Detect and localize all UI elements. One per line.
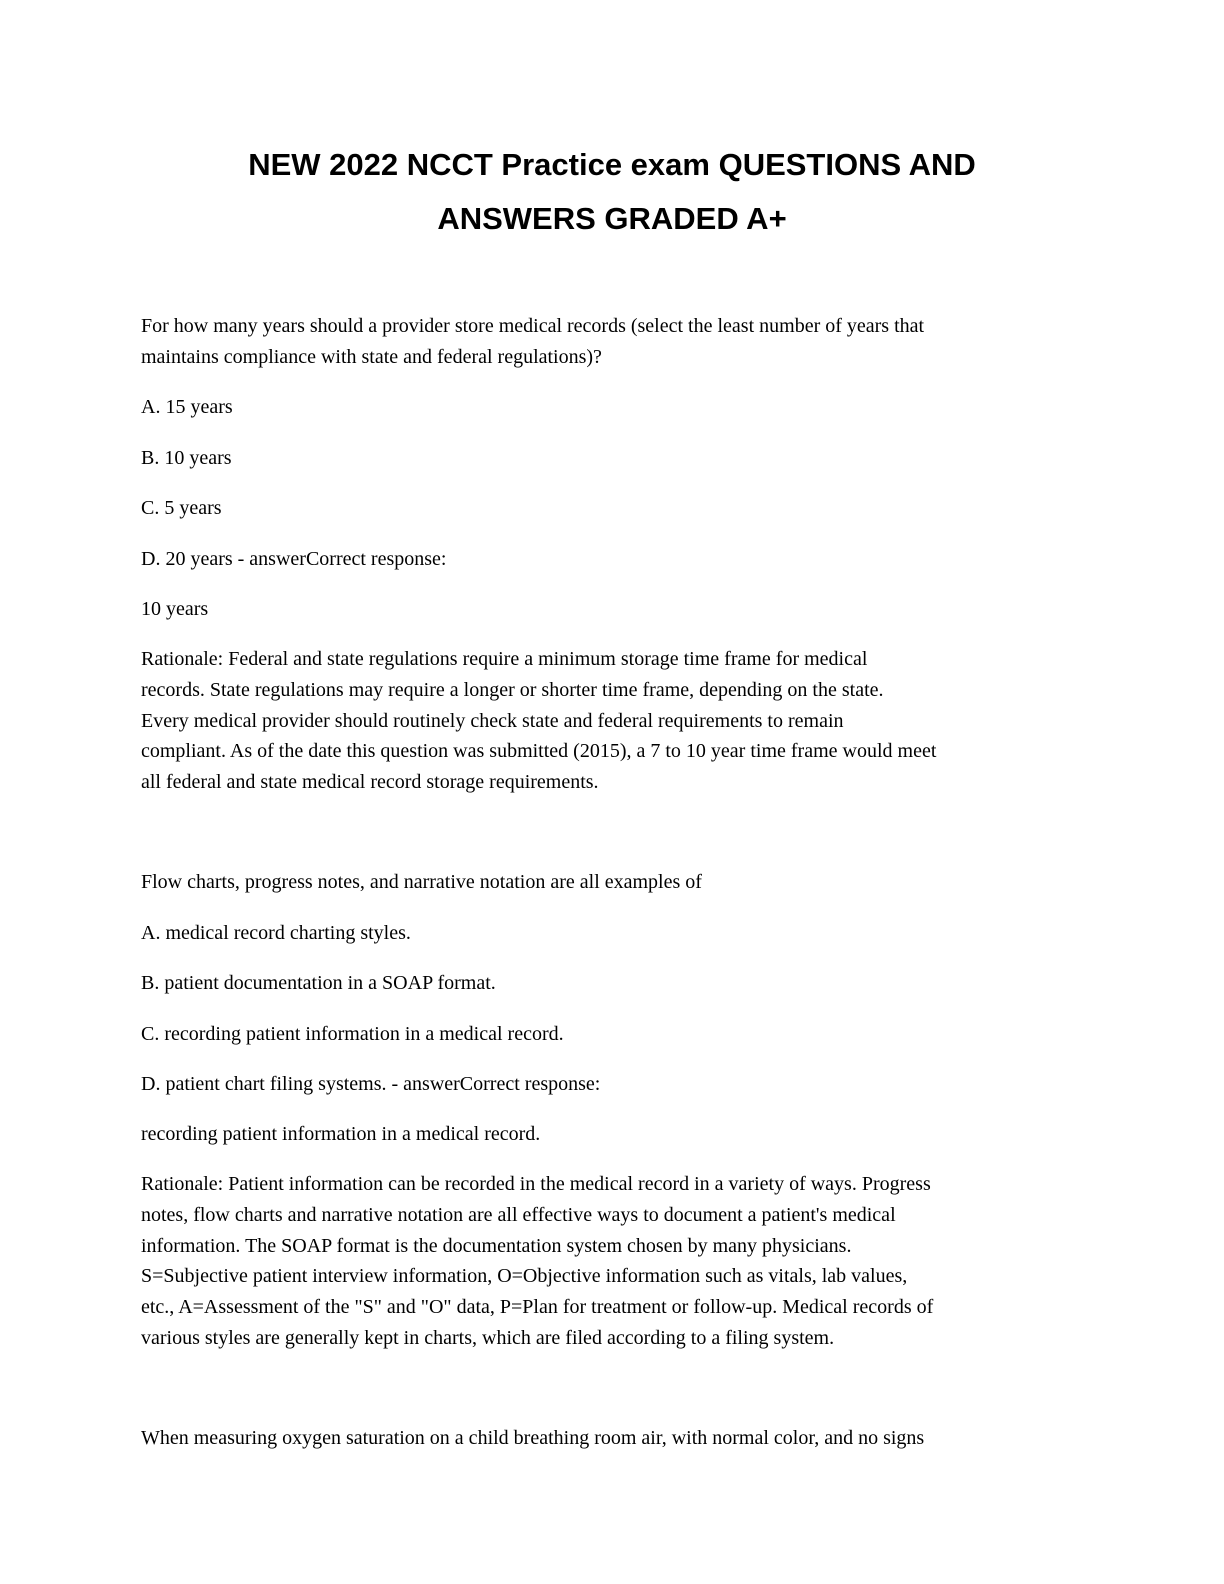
question-2-option-b: B. patient documentation in a SOAP format. [141, 972, 496, 994]
question-1-option-c: C. 5 years [141, 497, 222, 519]
rationale-2-line-2: notes, flow charts and narrative notation are all effective ways to document a patient's medical [141, 1203, 896, 1226]
question-2-option-c: C. recording patient information in a medical record. [141, 1023, 564, 1045]
question-1-answer: 10 years [141, 598, 209, 620]
rationale-1-line-3: Every medical provider should routinely check state and federal requirements to remain [141, 709, 844, 732]
document-title [150, 138, 1074, 246]
title-line-2: ANSWERS GRADED A+ [437, 201, 787, 236]
question-1-line-2: maintains compliance with state and federal regulations)? [141, 345, 602, 368]
question-1-line-1: For how many years should a provider store medical records (select the least number of years that [141, 315, 925, 337]
question-2-rationale [141, 1169, 1081, 1354]
rationale-2-line-1: Rationale: Patient information can be recorded in the medical record in a variety of ways. Progress [141, 1173, 931, 1195]
rationale-1-line-5: all federal and state medical record storage requirements. [141, 771, 599, 794]
rationale-2-line-5: etc., A=Assessment of the "S" and "O" data, P=Plan for treatment or follow-up. Medical records of [141, 1296, 934, 1319]
question-2-option-a: A. medical record charting styles. [141, 922, 411, 944]
rationale-1-line-1: Rationale: Federal and state regulations require a minimum storage time frame for medical [141, 648, 868, 670]
rationale-2-line-4: S=Subjective patient interview information, O=Objective information such as vitals, lab values, [141, 1265, 908, 1288]
question-2-option-d: D. patient chart filing systems. - answerCorrect response: [141, 1073, 601, 1095]
question-1-text [141, 311, 1081, 373]
question-3-text: When measuring oxygen saturation on a child breathing room air, with normal color, and no signs [141, 1427, 925, 1449]
question-2-text: Flow charts, progress notes, and narrative notation are all examples of [141, 871, 702, 893]
title-line-1: NEW 2022 NCCT Practice exam QUESTIONS AND [248, 147, 976, 182]
rationale-2-line-3: information. The SOAP format is the documentation system chosen by many physicians. [141, 1234, 852, 1257]
question-1-option-b: B. 10 years [141, 447, 232, 469]
rationale-1-line-4: compliant. As of the date this question was submitted (2015), a 7 to 10 year time frame would meet [141, 740, 937, 763]
rationale-1-line-2: records. State regulations may require a longer or shorter time frame, depending on the state. [141, 678, 884, 701]
question-1-rationale [141, 644, 1081, 798]
question-1-option-a: A. 15 years [141, 396, 233, 418]
question-1-option-d: D. 20 years - answerCorrect response: [141, 548, 447, 570]
question-2-answer: recording patient information in a medical record. [141, 1123, 541, 1145]
rationale-2-line-6: various styles are generally kept in charts, which are filed according to a filing system. [141, 1326, 835, 1349]
